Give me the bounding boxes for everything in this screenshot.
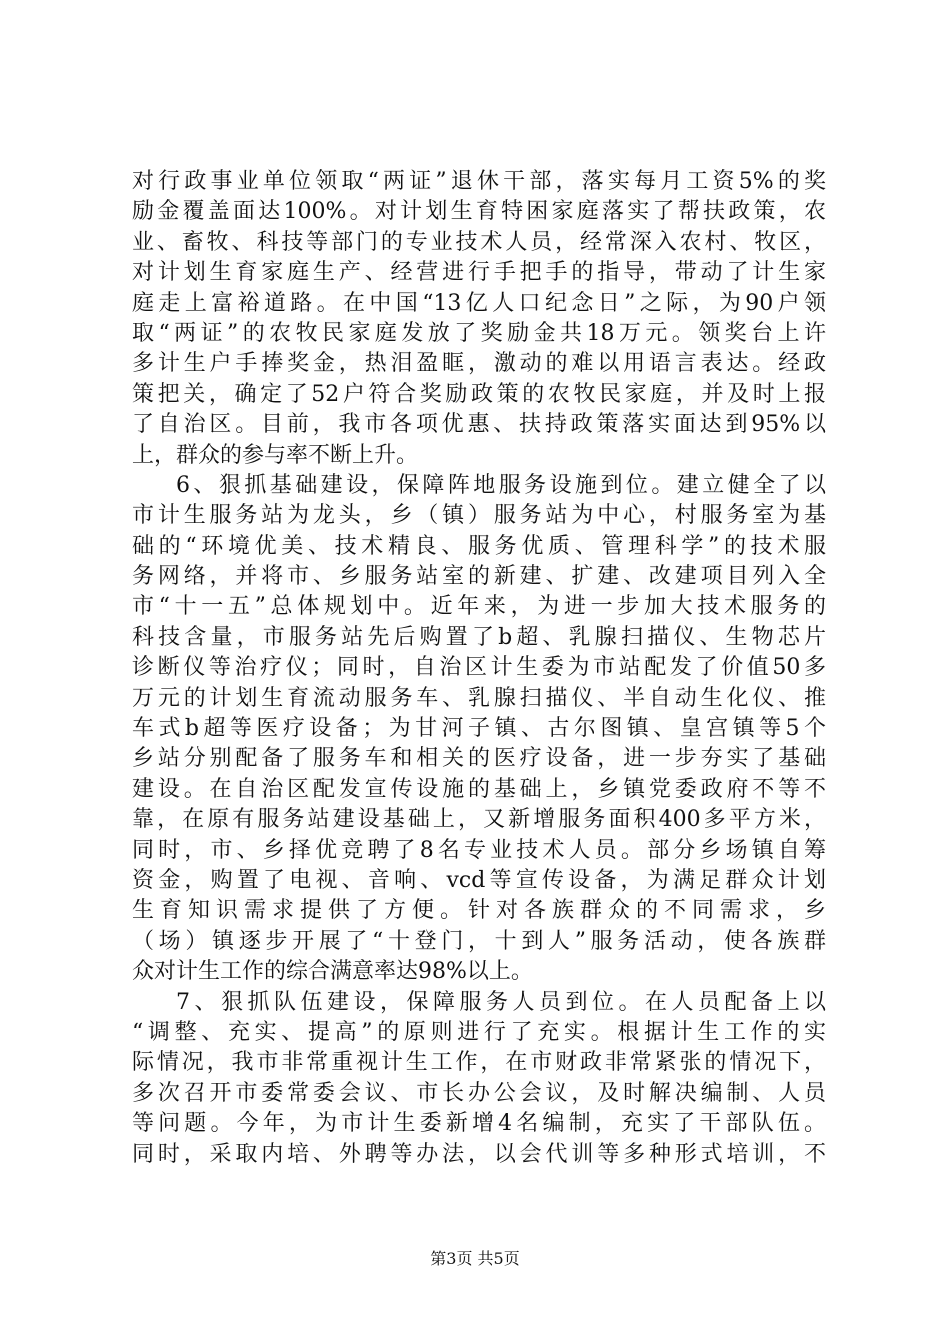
text-line: 业、畜牧、科技等部门的专业技术人员，经常深入农村、牧区， [132, 229, 826, 255]
body-text [132, 167, 826, 1170]
text-line: 了自治区。目前，我市各项优惠、扶持政策落实面达到95%以 [132, 412, 826, 438]
text-line: 务网络，并将市、乡服务站室的新建、扩建、改建项目列入全 [132, 564, 826, 590]
text-line: 6、狠抓基础建设，保障阵地服务设施到位。建立健全了以 [176, 472, 826, 498]
page-footer: 第3页 共5页 [430, 1249, 520, 1268]
text-line: 策把关，确定了52户符合奖励政策的农牧民家庭，并及时上报 [132, 381, 826, 407]
text-line: 庭走上富裕道路。在中国“13亿人口纪念日”之际，为90户领 [132, 290, 826, 316]
text-line: 等问题。今年，为市计生委新增4名编制，充实了干部队伍。 [132, 1111, 826, 1137]
text-line: 资金，购置了电视、音响、vcd等宣传设备，为满足群众计划 [132, 867, 826, 893]
text-line: 础的“环境优美、技术精良、服务优质、管理科学”的技术服 [132, 533, 826, 559]
text-line: 市计生服务站为龙头，乡（镇）服务站为中心，村服务室为基 [132, 503, 826, 529]
text-line: 同时，市、乡择优竞聘了8名专业技术人员。部分乡场镇自筹 [132, 837, 826, 863]
text-line: 靠，在原有服务站建设基础上，又新增服务面积400多平方米， [132, 807, 826, 833]
text-line: 诊断仪等治疗仪；同时，自治区计生委为市站配发了价值50多 [132, 655, 826, 681]
text-line: 上，群众的参与率不断上升。 [132, 442, 419, 468]
text-line: 多计生户手捧奖金，热泪盈眶，激动的难以用语言表达。经政 [132, 351, 826, 377]
text-line: 多次召开市委常委会议、市长办公会议，及时解决编制、人员 [132, 1080, 826, 1106]
text-line: 乡站分别配备了服务车和相关的医疗设备，进一步夯实了基础 [132, 746, 826, 772]
text-line: 对计划生育家庭生产、经营进行手把手的指导，带动了计生家 [132, 260, 826, 286]
text-line: 众对计生工作的综合满意率达98%以上。 [132, 959, 533, 985]
text-line: “调整、充实、提高”的原则进行了充实。根据计生工作的实 [132, 1019, 826, 1045]
text-line: 同时，采取内培、外聘等办法，以会代训等多种形式培训，不 [132, 1141, 826, 1167]
text-line: 万元的计划生育流动服务车、乳腺扫描仪、半自动生化仪、推 [132, 685, 826, 711]
text-line: 取“两证”的农牧民家庭发放了奖励金共18万元。领奖台上许 [132, 320, 826, 346]
text-line: 建设。在自治区配发宣传设施的基础上，乡镇党委政府不等不 [132, 776, 826, 802]
text-line: 科技含量，市服务站先后购置了b超、乳腺扫描仪、生物芯片 [132, 624, 826, 650]
text-line: 励金覆盖面达100%。对计划生育特困家庭落实了帮扶政策，农 [132, 199, 826, 225]
text-line: 7、狠抓队伍建设，保障服务人员到位。在人员配备上以 [176, 989, 826, 1015]
text-line: （场）镇逐步开展了“十登门，十到人”服务活动，使各族群 [132, 928, 826, 954]
text-line: 车式b超等医疗设备；为甘河子镇、古尔图镇、皇宫镇等5个 [132, 716, 826, 742]
text-line: 对行政事业单位领取“两证”退休干部，落实每月工资5%的奖 [132, 169, 826, 194]
text-line: 生育知识需求提供了方便。针对各族群众的不同需求，乡 [132, 898, 826, 924]
text-line: 市“十一五”总体规划中。近年来，为进一步加大技术服务的 [132, 594, 826, 620]
text-line: 际情况，我市非常重视计生工作，在市财政非常紧张的情况下， [132, 1050, 826, 1076]
